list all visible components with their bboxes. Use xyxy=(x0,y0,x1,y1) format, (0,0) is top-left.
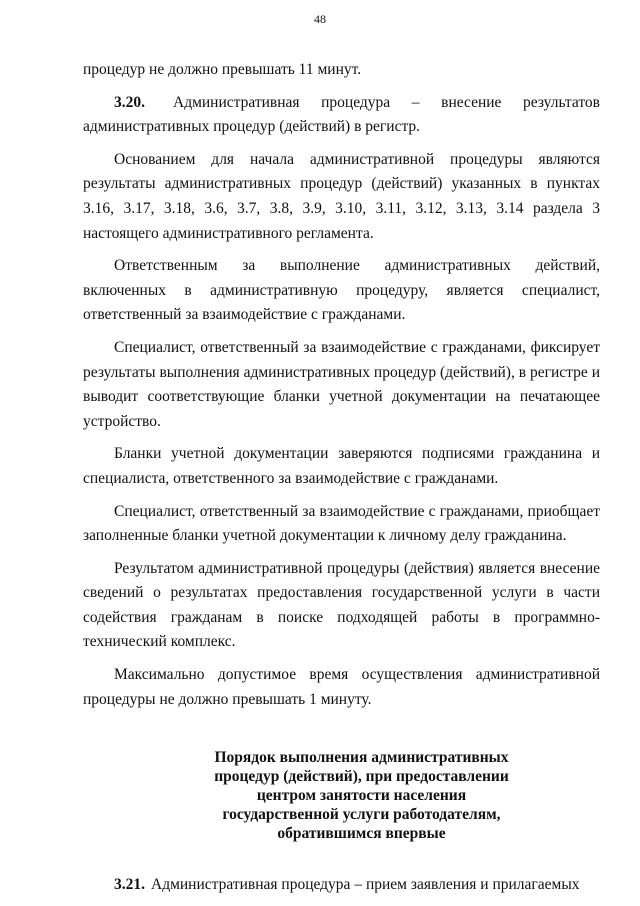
paragraph-specialist-records: Специалист, ответственный за взаимодействие с гражданами, фиксирует результаты выполнения административных процедур (действий), в регистре и выводит соответствующие бланки учетной документации на печатающее устройство. xyxy=(83,338,600,430)
document-body xyxy=(83,58,600,906)
paragraph-basis: Основанием для начала административной процедуры являются результаты административных процедур (действий) указанных в пунктах 3.16, 3.17, 3.18, 3.6, 3.7, 3.8, 3.9, 3.10, 3.11, 3.12, 3.13, 3.14 раздела 3 настоящего административного регламента. xyxy=(83,150,600,242)
paragraph-continuation: процедур не должно превышать 11 минут. xyxy=(83,61,362,78)
section-text: Административная процедура – прием заявления и прилагаемых xyxy=(151,876,580,894)
heading-line: обратившимся впервые xyxy=(277,825,446,843)
heading-line: государственной услуги работодателям, xyxy=(222,806,501,824)
paragraph-result: Результатом административной процедуры (действия) является внесение сведений о результатах предоставления государственной услуги в части содействия гражданам в поиске подходящей работы в программно-технический комплекс. xyxy=(83,559,600,651)
section-text: Административная процедура – внесение результатов административных процедур (действий) в регистр. xyxy=(83,93,600,136)
section-number: 3.20. xyxy=(114,93,145,111)
paragraph-max-time: Максимально допустимое время осуществления административной процедуры не должно превышать 1 минуту. xyxy=(83,666,600,708)
heading-line: центром занятости населения xyxy=(256,787,467,805)
heading-line: процедур (действий), при предоставлении xyxy=(214,768,509,786)
paragraph-forms-attached: Специалист, ответственный за взаимодействие с гражданами, приобщает заполненные бланки учетной документации к личному делу гражданина. xyxy=(83,502,600,545)
page-number: 48 xyxy=(314,12,326,26)
paragraph-responsible: Ответственным за выполнение административных действий, включенных в административную процедуру, является специалист, ответственный за взаимодействие с гражданами. xyxy=(83,257,600,324)
section-heading xyxy=(83,748,600,843)
paragraph-3-20 xyxy=(83,91,600,140)
section-number: 3.21. xyxy=(114,876,145,894)
paragraph-forms-signed: Бланки учетной документации заверяются подписями гражданина и специалиста, ответственного за взаимодействие с гражданами. xyxy=(83,445,600,487)
heading-line: Порядок выполнения административных xyxy=(214,749,509,767)
paragraph-3-21 xyxy=(83,873,600,898)
